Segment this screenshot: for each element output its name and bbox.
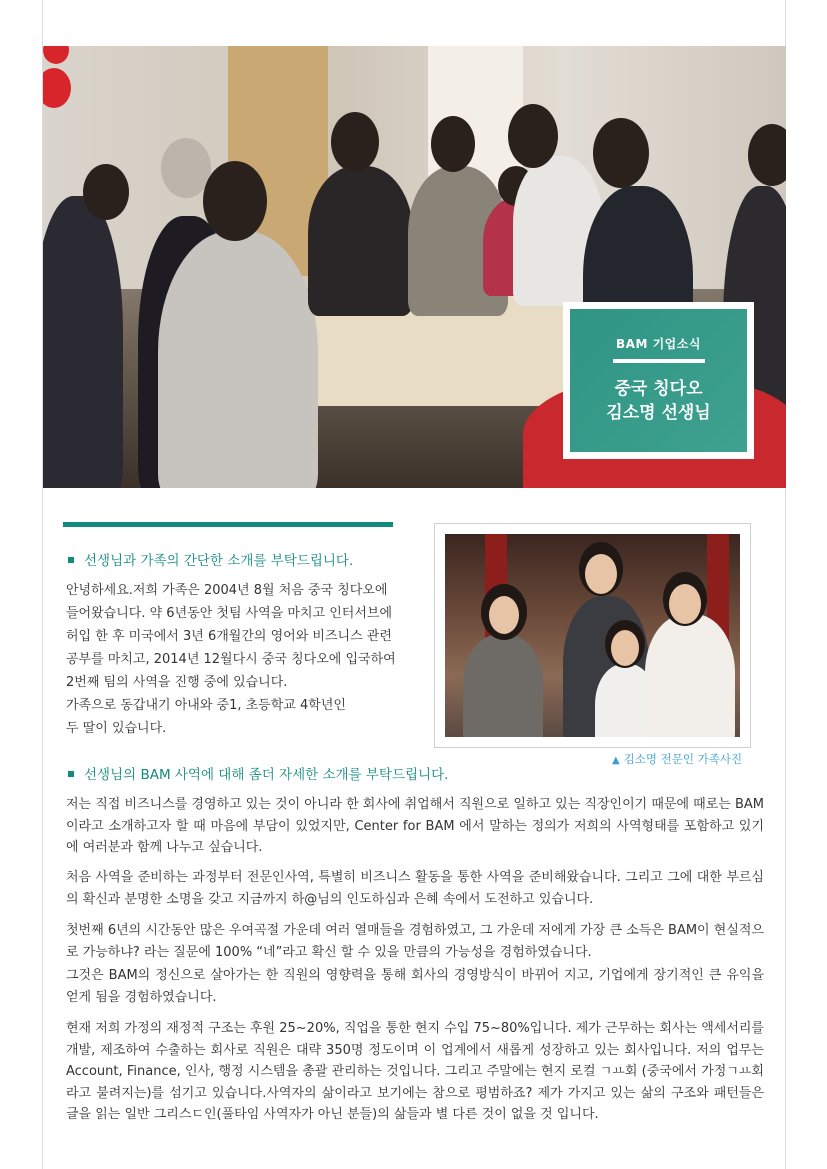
body-paragraph-1: 저는 직접 비즈니스를 경영하고 있는 것이 아니라 한 회사에 취업해서 직원으로 일하고 있는 직장인이기 때문에 때로는 BAM이라고 소개하고자 할 때 마음에 부담이 있었지만, Center for BAM 에서 말하는 정의가 저희의 사역형태를 포함하고 있기에 여러분과 함께 나누고 싶습니다. [66,797,764,855]
intro-line: 두 딸이 있습니다. [66,721,167,736]
bullet-square-icon [68,771,74,777]
intro-line: 들어왔습니다. 약 6년동안 첫팀 사역을 마치고 인터서브에 [66,606,393,621]
person-face [585,554,617,594]
badge-tag: BAM 기업소식 [616,337,701,351]
intro-line: 가족으로 동갑내기 아내와 중1, 초등학교 4학년인 [66,698,346,713]
intro-paragraph [66,579,406,740]
section-accent-bar [63,522,393,527]
family-photo-frame [434,523,751,748]
intro-line: 2번째 팀의 사역을 진행 중에 있습니다. [66,675,288,690]
article-badge [563,302,754,459]
intro-line: 공부를 마치고, 2014년 12월다시 중국 칭다오에 입국하여 [66,652,396,667]
body-paragraph-4: 그것은 BAM의 정신으로 살아가는 한 직원의 영향력을 통해 회사의 경영방식이 바뀌어 지고, 기업에게 장기적인 큰 유익을 얻게 됨을 경험하였습니다. [66,968,764,1005]
person [158,231,318,488]
person-face [489,596,519,634]
body-paragraph-3: 첫번째 6년의 시간동안 많은 우여곡절 가운데 여러 열매들을 경험하였고, 그 가운데 저에게 가장 큰 소득은 BAM이 현실적으로 가능하냐? 라는 질문에 100% “네”라고 확신 할 수 있을 만큼의 가능성을 경험하였습니다. [66,923,764,960]
person-head [83,164,129,220]
person-face [669,584,701,624]
body-paragraph-5: 현재 저희 가정의 재정적 구조는 후원 25~20%, 직업을 통한 현지 수입 75~80%입니다. 제가 근무하는 회사는 액세서리를 개발, 제조하여 수출하는 회사로 직원은 대략 350명 정도이며 이 업계에서 새롭게 성장하고 있는 회사입니다. 저의 업무는 Account, Finance, 인사, 행정 시스템을 총괄 관리하는 것입니다. 그리고 주말에는 현지 로컬 ㄱㅛ회 (중국에서 가정ㄱㅛ회 라고 불려지는)를 섬기고 있습니다.사역자의 삶이라고 보기에는 참으로 평범하죠? 제가 가지고 있는 삶의 구조와 패턴들은 글을 읽는 일반 그리스ㄷ인(풀타임 사역자가 아닌 분들)의 삶들과 별 다른 것이 없을 것 입니다. [66,1021,764,1122]
intro-line: 안녕하세요.저희 가족은 2004년 8월 처음 중국 칭다오에 [66,583,388,598]
child-face [611,630,639,666]
photo-caption [612,751,742,767]
person [463,634,543,737]
question-text-2: 선생님의 BAM 사역에 대해 좀더 자세한 소개를 부탁드립니다. [84,767,449,783]
photo-caption-text: 김소명 전문인 가족사진 [623,752,743,766]
body-paragraph-2: 처음 사역을 준비하는 과정부터 전문인사역, 특별히 비즈니스 활동을 통한 사역을 준비해왔습니다. 그리고 그에 대한 부르심의 확신과 분명한 소명을 갖고 지금까지 하@님의 인도하심과 은혜 속에서 도전하고 있습니다. [66,870,764,907]
badge-divider [613,359,705,363]
badge-title-line2: 김소명 선생님 [606,403,711,423]
person-head [203,161,267,241]
question-text-1: 선생님과 가족의 간단한 소개를 부탁드립니다. [84,553,354,569]
triangle-up-icon: ▲ [612,755,620,766]
question-heading-2 [66,763,448,783]
badge-panel [570,309,747,452]
family-photo [445,534,740,737]
person [308,166,413,316]
badge-title-line1: 중국 칭다오 [614,379,703,399]
person-head [593,118,649,188]
person-head [508,104,558,168]
person-head [431,116,475,172]
person-head [331,112,379,172]
person [645,614,735,737]
intro-line: 허입 한 후 미국에서 3년 6개월간의 영어와 비즈니스 관련 [66,629,392,644]
badge-title [570,377,747,425]
person [43,196,123,488]
question-heading-1 [66,549,353,569]
bullet-square-icon [68,557,74,563]
